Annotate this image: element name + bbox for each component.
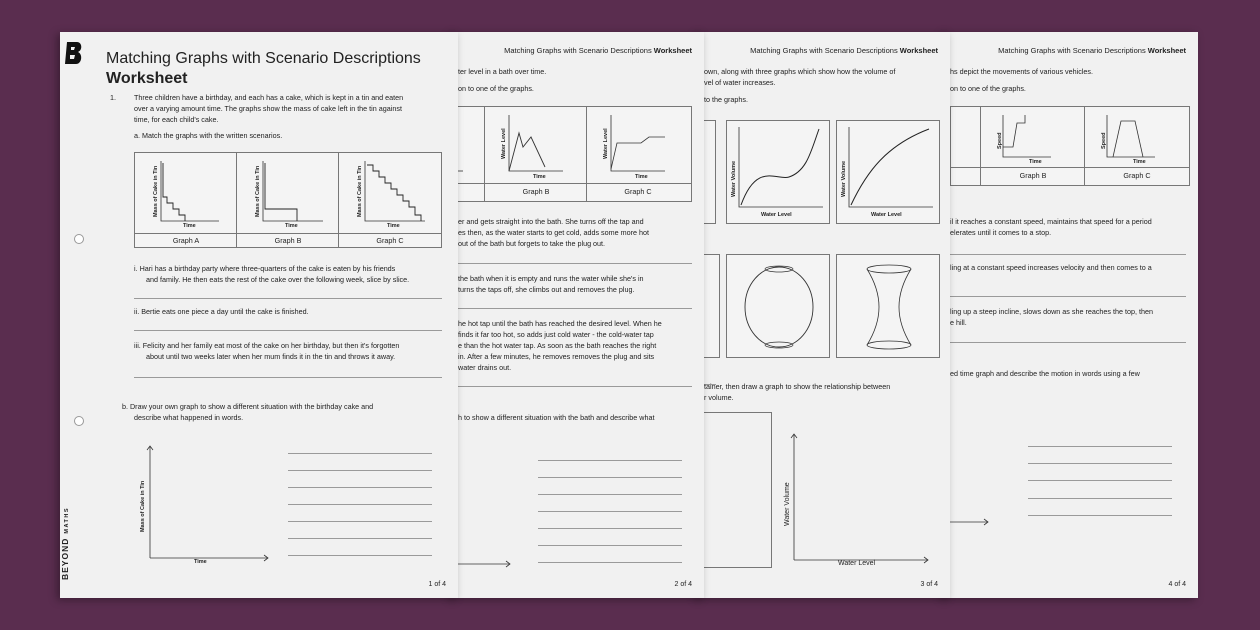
answer-line[interactable]: [1028, 480, 1172, 481]
answer-axes: [144, 444, 284, 574]
intro-text: own, along with three graphs which show how the volume of: [704, 67, 896, 76]
question-part-a: a. Match the graphs with the written scenarios.: [134, 131, 283, 140]
x-axis-label: Time: [533, 174, 546, 180]
graph-label: Graph B: [1019, 171, 1047, 180]
question-text: tainer, then draw a graph to show the relationship between: [704, 382, 891, 391]
graph-box: [726, 120, 830, 224]
punch-hole: [74, 234, 84, 244]
y-axis-label: Water Volume: [784, 482, 791, 526]
hourglass-container-icon: [837, 255, 941, 359]
answer-line[interactable]: [458, 263, 692, 264]
speed-graphs: [951, 107, 1191, 167]
scenario-text: elerates until it comes to a stop.: [950, 228, 1052, 237]
graph-table: [134, 152, 442, 248]
worksheet-page-1: [60, 32, 458, 598]
x-axis-label: Water Level: [761, 212, 792, 218]
y-axis-label: Mass of Cake in Tin: [255, 165, 261, 217]
scenario-text: e than the hot water tap. As soon as the bath reaches the right: [458, 341, 657, 350]
instruction-text: on to one of the graphs.: [950, 84, 1026, 93]
graph-box: [704, 120, 716, 224]
y-axis-label: Mass of Cake in Tin: [153, 165, 159, 217]
intro-text: ter level in a bath over time.: [458, 67, 547, 76]
page-number: 1 of 4: [428, 581, 446, 588]
answer-line[interactable]: [458, 308, 692, 309]
x-axis-label: Time: [635, 174, 648, 180]
intro-text: vel of water increases.: [704, 78, 776, 87]
water-level-graphs: [452, 107, 691, 183]
question-text: time, for each child's cake.: [134, 115, 219, 124]
scenario-text: water drains out.: [458, 363, 512, 372]
page-number: 2 of 4: [674, 581, 692, 588]
scenario-text: out of the bath but forgets to take the plug out.: [458, 239, 606, 248]
page-header: Matching Graphs with Scenario Descriptions Worksheet: [504, 46, 692, 55]
graph-label: Graph C: [376, 236, 404, 245]
answer-line[interactable]: [538, 494, 682, 495]
container-box: [704, 254, 720, 358]
answer-line[interactable]: [288, 521, 432, 522]
scenario-text: il it reaches a constant speed, maintains that speed for a period: [950, 217, 1152, 226]
x-axis-label: Time: [285, 223, 298, 229]
x-axis-label: Time: [387, 223, 400, 229]
intro-text: hs depict the movements of various vehicles.: [950, 67, 1094, 76]
question-text: Three children have a birthday, and each has a cake, which is kept in a tin and eaten: [134, 93, 404, 102]
scenario-text: es then, as the water starts to get cold, adds some more hot: [458, 228, 649, 237]
answer-line[interactable]: [288, 538, 432, 539]
drawing-box[interactable]: [698, 412, 772, 568]
scenario-text: iii. Felicity and her family eat most of the cake on her birthday, but then it's forgotten: [134, 341, 400, 350]
x-axis-label: Time: [1029, 159, 1042, 165]
scenario-text: and family. He then eats the rest of the cake over the following week, slice by slice.: [146, 275, 410, 284]
answer-line[interactable]: [134, 377, 442, 378]
volume-graph: [727, 121, 831, 225]
question-text: ed time graph and describe the motion in words using a few: [950, 369, 1140, 378]
worksheet-page-2: [452, 32, 704, 598]
scenario-text: finds it far too hot, so adds just cold water - the cold-water tap: [458, 330, 654, 339]
instruction-text: on to one of the graphs.: [458, 84, 534, 93]
cake-mass-graphs: [135, 153, 443, 233]
scenario-text: the bath when it is empty and runs the water while she's in: [458, 274, 644, 283]
graph-label: Graph B: [522, 187, 550, 196]
y-axis-label: Water Volume: [731, 160, 737, 197]
container-box: [726, 254, 830, 358]
answer-line[interactable]: [288, 555, 432, 556]
x-axis-label: Time: [1133, 159, 1146, 165]
graph-label: Graph C: [1123, 171, 1151, 180]
instruction-text: to the graphs.: [704, 95, 748, 104]
scenario-text: ling up a steep incline, slows down as she reaches the top, then: [950, 307, 1153, 316]
y-axis-label: Mass of Cake in Tin: [357, 165, 363, 217]
scenario-text: he hot tap until the bath has reached the desired level. When he: [458, 319, 662, 328]
answer-line[interactable]: [538, 562, 682, 563]
answer-line[interactable]: [538, 545, 682, 546]
question-number: 1.: [110, 93, 116, 102]
scenario-text: e hill.: [950, 318, 967, 327]
answer-line[interactable]: [288, 487, 432, 488]
scenario-text: er and gets straight into the bath. She turns off the tap and: [458, 217, 644, 226]
page-number: 4 of 4: [1168, 581, 1186, 588]
graph-arrow: [452, 558, 532, 578]
page-header: Matching Graphs with Scenario Descriptions Worksheet: [998, 46, 1186, 55]
worksheet-page-4: [944, 32, 1198, 598]
barrel-container-icon: [727, 255, 831, 359]
graph-label: Graph C: [624, 187, 652, 196]
volume-graph: [837, 121, 941, 225]
brand-wordmark: BEYONDMATHS: [60, 506, 70, 580]
scenario-text: ling at a constant speed increases velocity and then comes to a: [950, 263, 1152, 272]
y-axis-label: Mass of Cake in Tin: [140, 480, 146, 532]
question-text: over a varying amount time. The graphs show the mass of cake left in the tin against: [134, 104, 402, 113]
answer-line[interactable]: [288, 470, 432, 471]
answer-line[interactable]: [538, 477, 682, 478]
graph-label: Graph A: [172, 236, 200, 245]
y-axis-label: Water Level: [603, 128, 609, 159]
scenario-text: about until two weeks later when her mum finds it in the tin and throws it away.: [146, 352, 396, 361]
y-axis-label: Water Volume: [841, 160, 847, 197]
graph-arrow: [944, 516, 1024, 536]
question-part-b: b. Draw your own graph to show a different situation with the birthday cake and: [122, 402, 374, 411]
punch-hole: [74, 416, 84, 426]
answer-line[interactable]: [1028, 463, 1172, 464]
question-text: r volume.: [704, 393, 734, 402]
x-axis-label: Water Level: [871, 212, 902, 218]
page-number: 3 of 4: [920, 581, 938, 588]
graph-box: [836, 120, 940, 224]
answer-line[interactable]: [134, 330, 442, 331]
y-axis-label: Speed: [1101, 132, 1107, 149]
beyond-logo-icon: [64, 40, 84, 66]
answer-line[interactable]: [288, 504, 432, 505]
graph-label: Graph B: [274, 236, 302, 245]
answer-line[interactable]: [950, 254, 1186, 255]
answer-line[interactable]: [1028, 515, 1172, 516]
answer-line[interactable]: [538, 460, 682, 461]
page-title: Matching Graphs with Scenario Descriptions: [106, 50, 421, 67]
question-part-b: describe what happened in words.: [134, 413, 244, 422]
y-axis-label: Water Level: [501, 128, 507, 159]
answer-line[interactable]: [538, 528, 682, 529]
x-axis-label: Time: [183, 223, 196, 229]
question-text: h to show a different situation with the bath and describe what: [458, 413, 655, 422]
answer-line[interactable]: [950, 342, 1186, 343]
answer-line[interactable]: [288, 453, 432, 454]
scenario-text: turns the taps off, she climbs out and removes the plug.: [458, 285, 635, 294]
y-axis-label: Speed: [997, 132, 1003, 149]
answer-line[interactable]: [538, 511, 682, 512]
answer-line[interactable]: [458, 386, 692, 387]
x-axis-label: Time: [194, 559, 207, 565]
answer-line[interactable]: [134, 298, 442, 299]
page-header: Matching Graphs with Scenario Descriptions Worksheet: [750, 46, 938, 55]
scenario-text: ii. Bertie eats one piece a day until the cake is finished.: [134, 307, 309, 316]
answer-line[interactable]: [1028, 498, 1172, 499]
page-subtitle: Worksheet: [106, 70, 188, 87]
graph-table: [452, 106, 692, 202]
answer-line[interactable]: [950, 296, 1186, 297]
container-box: [836, 254, 940, 358]
graph-table: [950, 106, 1190, 186]
worksheet-page-3: [698, 32, 950, 598]
x-axis-label: Water Level: [838, 560, 876, 567]
scenario-text: in. After a few minutes, he removes removes the plug and sits: [458, 352, 655, 361]
scenario-text: i. Hari has a birthday party where three-quarters of the cake is eaten by his friends: [134, 264, 396, 273]
answer-line[interactable]: [1028, 446, 1172, 447]
